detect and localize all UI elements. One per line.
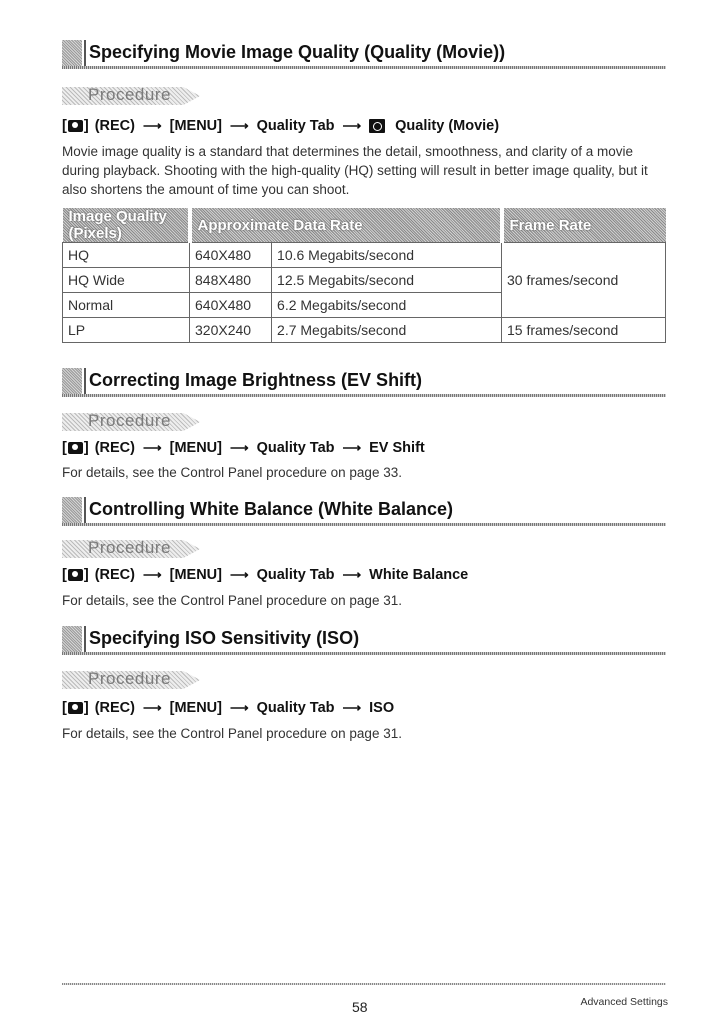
table-row [63,318,666,343]
table-row [63,243,666,268]
arrow-icon: ⟶ [342,700,362,715]
section-movie-quality [62,40,666,338]
camera-icon: [ ] [62,567,89,583]
quality-table [62,208,666,343]
procedure-label: Procedure [88,669,171,688]
section-white-balance [62,497,666,608]
cell-data-rate: 2.7 Megabits/second [272,318,502,343]
path-rec: (REC) [94,118,135,134]
menu-path [62,700,394,716]
cell-pixels: 320X240 [190,318,272,343]
page-number: 58 [352,999,368,1015]
menu-path [62,567,468,583]
description: For details, see the Control Panel procedure on page 31. [62,593,402,608]
path-item: Quality (Movie) [395,118,500,134]
description: Movie image quality is a standard that determines the detail, smoothness, and clarity of a movie during playback. Shooting with the high-quality (HQ) setting will result in better image quality, but it also shortens the amount of time you can shoot. [62,144,648,197]
menu-path [62,118,499,134]
heading-rule [62,652,666,655]
procedure-label: Procedure [88,85,171,104]
path-item: ISO [369,700,395,716]
heading-marker-icon [62,368,82,396]
section-heading [62,40,666,68]
procedure-badge [62,668,202,690]
heading-rule [62,66,666,69]
heading-marker-icon [62,626,82,654]
path-menu: [MENU] [169,440,222,456]
procedure-badge [62,537,202,559]
cell-data-rate: 10.6 Megabits/second [272,243,502,268]
section-ev-shift [62,368,666,480]
column-header: Approximate Data Rate [190,208,502,243]
procedure-label: Procedure [88,411,171,430]
cell-data-rate: 12.5 Megabits/second [272,268,502,293]
section-heading [62,368,666,396]
section-heading [62,497,666,525]
heading-marker-icon [62,40,82,68]
section-title: Specifying Movie Image Quality (Quality (Movie)) [89,42,506,62]
description: For details, see the Control Panel procedure on page 31. [62,726,402,741]
column-header: Frame Rate [502,208,666,243]
path-menu: [MENU] [169,700,222,716]
arrow-icon: ⟶ [229,700,249,715]
movie-quality-icon [369,119,385,133]
cell-quality: HQ Wide [63,268,190,293]
heading-marker-icon [62,497,82,525]
footer-section-label: Advanced Settings [580,996,668,1008]
cell-quality: LP [63,318,190,343]
path-item: EV Shift [369,440,425,456]
path-menu: [MENU] [169,118,222,134]
cell-quality: HQ [63,243,190,268]
cell-data-rate: 6.2 Megabits/second [272,293,502,318]
section-title: Specifying ISO Sensitivity (ISO) [89,628,360,648]
cell-pixels: 640X480 [190,243,272,268]
path-tab: Quality Tab [256,118,335,134]
section-title: Controlling White Balance (White Balance) [89,499,454,519]
cell-pixels: 640X480 [190,293,272,318]
footer-rule [62,983,666,985]
camera-icon: [ ] [62,440,89,456]
description: For details, see the Control Panel procedure on page 33. [62,465,402,480]
arrow-icon: ⟶ [229,567,249,582]
path-rec: (REC) [94,700,135,716]
arrow-icon: ⟶ [142,700,162,715]
arrow-icon: ⟶ [342,118,362,133]
arrow-icon: ⟶ [229,440,249,455]
path-menu: [MENU] [169,567,222,583]
heading-rule [62,523,666,526]
arrow-icon: ⟶ [342,567,362,582]
procedure-label: Procedure [88,538,171,557]
cell-quality: Normal [63,293,190,318]
path-rec: (REC) [94,440,135,456]
procedure-badge [62,84,202,106]
cell-frame-rate: 30 frames/second [502,243,666,318]
camera-icon: [ ] [62,700,89,716]
camera-icon: [ ] [62,118,89,134]
path-tab: Quality Tab [256,700,335,716]
path-tab: Quality Tab [256,440,335,456]
section-iso [62,626,666,741]
arrow-icon: ⟶ [229,118,249,133]
section-heading [62,626,666,654]
cell-frame-rate: 15 frames/second [502,318,666,343]
arrow-icon: ⟶ [142,440,162,455]
heading-rule [62,394,666,397]
column-header: Image Quality (Pixels) [63,208,190,243]
procedure-badge [62,410,202,432]
section-title: Correcting Image Brightness (EV Shift) [89,370,423,390]
arrow-icon: ⟶ [142,567,162,582]
path-rec: (REC) [94,567,135,583]
cell-pixels: 848X480 [190,268,272,293]
arrow-icon: ⟶ [342,440,362,455]
arrow-icon: ⟶ [142,118,162,133]
path-item: White Balance [369,567,469,583]
menu-path [62,440,425,456]
path-tab: Quality Tab [256,567,335,583]
